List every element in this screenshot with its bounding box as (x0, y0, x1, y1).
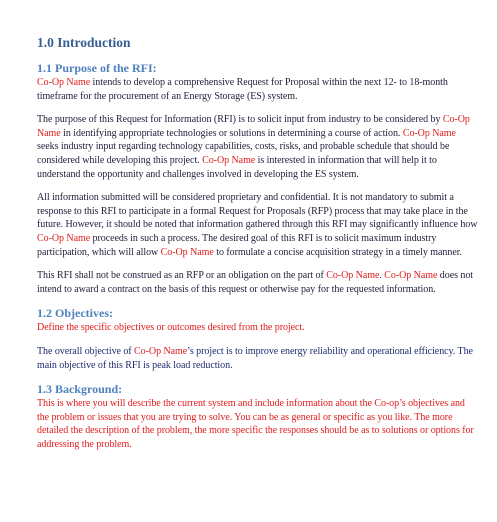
purpose-paragraph-1: Co-Op Name intends to develop a comprehensive Request for Proposal within the next 12- to 18-month timeframe for the procurement of an Energy Storage (ES) system. (37, 77, 448, 102)
objectives-instruction: Define the specific objectives or outcomes desired from the project. (37, 322, 305, 334)
coop-name-placeholder: Co-Op Name (402, 127, 456, 139)
coop-name-placeholder: Co-Op Name (37, 77, 91, 88)
heading-introduction: 1.0 Introduction (37, 35, 131, 50)
coop-name-placeholder: Co-Op Name (384, 270, 438, 282)
coop-name-placeholder: Co-Op Name (160, 246, 214, 258)
heading-objectives: 1.2 Objectives: (37, 306, 113, 321)
background-instruction: This is where you will describe the current system and include information about the Co-op’s objectives and the problem or issues that you are trying to solve. You can be as general or specific as you like. The more detailed the description of the problem, the more specific the responses should be as to solutions or options for addressing the problem. (37, 398, 474, 450)
heading-purpose: 1.1 Purpose of the RFI: (37, 61, 157, 75)
purpose-paragraph-2: The purpose of this Request for Information (RFI) is to solicit input from industry to be considered by Co-Op Name in identifying appropriate technologies or solutions in determining a course of action. Co-Op Name seeks industry input regarding technology capabilities, costs, risks, and probable schedule that should be considered while developing this project. Co-Op Name is interested in information that will help it to understand the opportunity and challenges involved in developing the ES system. (37, 114, 470, 180)
document-content (37, 34, 478, 461)
coop-name-placeholder: Co-Op Name (37, 232, 91, 244)
heading-background: 1.3 Background: (37, 382, 123, 397)
coop-name-placeholder: Co-Op Name (37, 114, 470, 139)
purpose-paragraph-4: This RFI shall not be construed as an RFP or an obligation on the part of Co-Op Name. Co-Op Name does not intend to award a contract on the basis of this request or otherwise pay for the requested information. (37, 270, 474, 295)
coop-name-placeholder: Co-Op Name (134, 345, 188, 357)
purpose-paragraph-3: All information submitted will be considered proprietary and confidential. It is not mandatory to submit a response to this RFI to participate in a formal Request for Proposals (RFP) process that may take place in the future. However, it should be noted that information gathered through this RFI may significantly influence how Co-Op Name proceeds in such a process. The desired goal of this RFI is to solicit maximum industry participation, which will allow Co-Op Name to formulate a concise acquisition strategy in a timely manner. (37, 192, 478, 258)
coop-name-placeholder: Co-Op Name (202, 154, 256, 166)
objectives-paragraph: The overall objective of Co-Op Name’s project is to improve energy reliability and operational efficiency. The main objective of this RFI is peak load reduction. (37, 345, 473, 371)
coop-name-placeholder: Co-Op Name (326, 270, 380, 282)
